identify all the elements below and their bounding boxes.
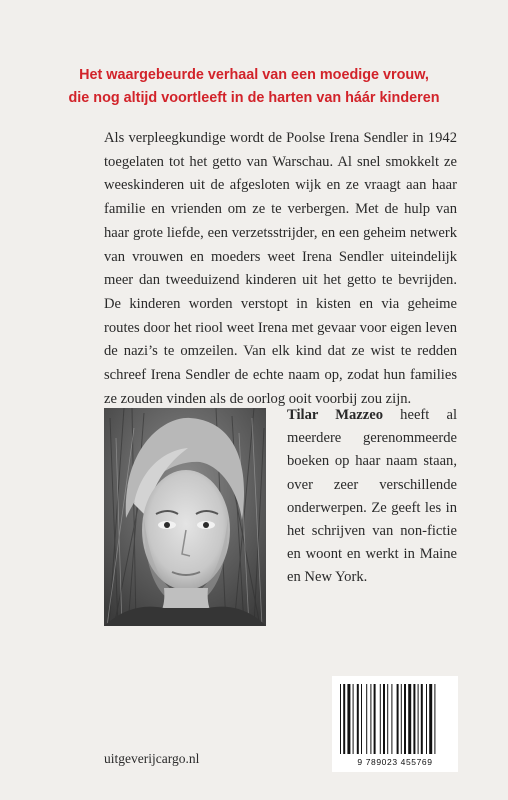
author-name: Tilar Mazzeo xyxy=(287,407,384,423)
tagline-line-2: die nog altijd voortleeft in de harten van háár kinderen xyxy=(68,90,440,106)
author-bio-text: heeft al meerdere gerenommeerde boeken op haar naam staan, over zeer verschillende onderwerpen. Ze geeft les in het schrijven van non-fictie en woont en werkt in Maine en New York. xyxy=(287,407,457,586)
author-bio xyxy=(287,404,457,590)
tagline-line-1: Het waargebeurde verhaal van een moedige vrouw, xyxy=(79,67,429,83)
blurb-paragraph: Als verpleegkundige wordt de Poolse Irena Sendler in 1942 toegelaten tot het getto van Warschau. Al snel smokkelt ze weeskinderen uit de afgesloten wijk en ze vraagt aan haar familie en vrienden om ze te verbergen. Met de hulp van haar grote liefde, een verzetsstrijder, en een geheim netwerk van vrouwen en moeders weet Irena Sendler uiteindelijk meer dan tweeduizend kinderen uit het getto te bevrijden. De kinderen worden verstopt in kisten en via geheime routes door het riool weet Irena met gevaar voor eigen leven de nazi’s te omzeilen. Van elk kind dat ze wist te redden schreef Irena Sendler de echte naam op, zodat hun families ze zouden vinden als de oorlog ooit voorbij zou zijn. xyxy=(104,130,457,407)
author-photo xyxy=(104,408,266,626)
tagline xyxy=(0,64,508,110)
isbn-number: 9 789023 455769 xyxy=(357,757,433,767)
isbn-barcode xyxy=(332,676,458,772)
publisher-website[interactable]: uitgeverijcargo.nl xyxy=(104,751,200,766)
